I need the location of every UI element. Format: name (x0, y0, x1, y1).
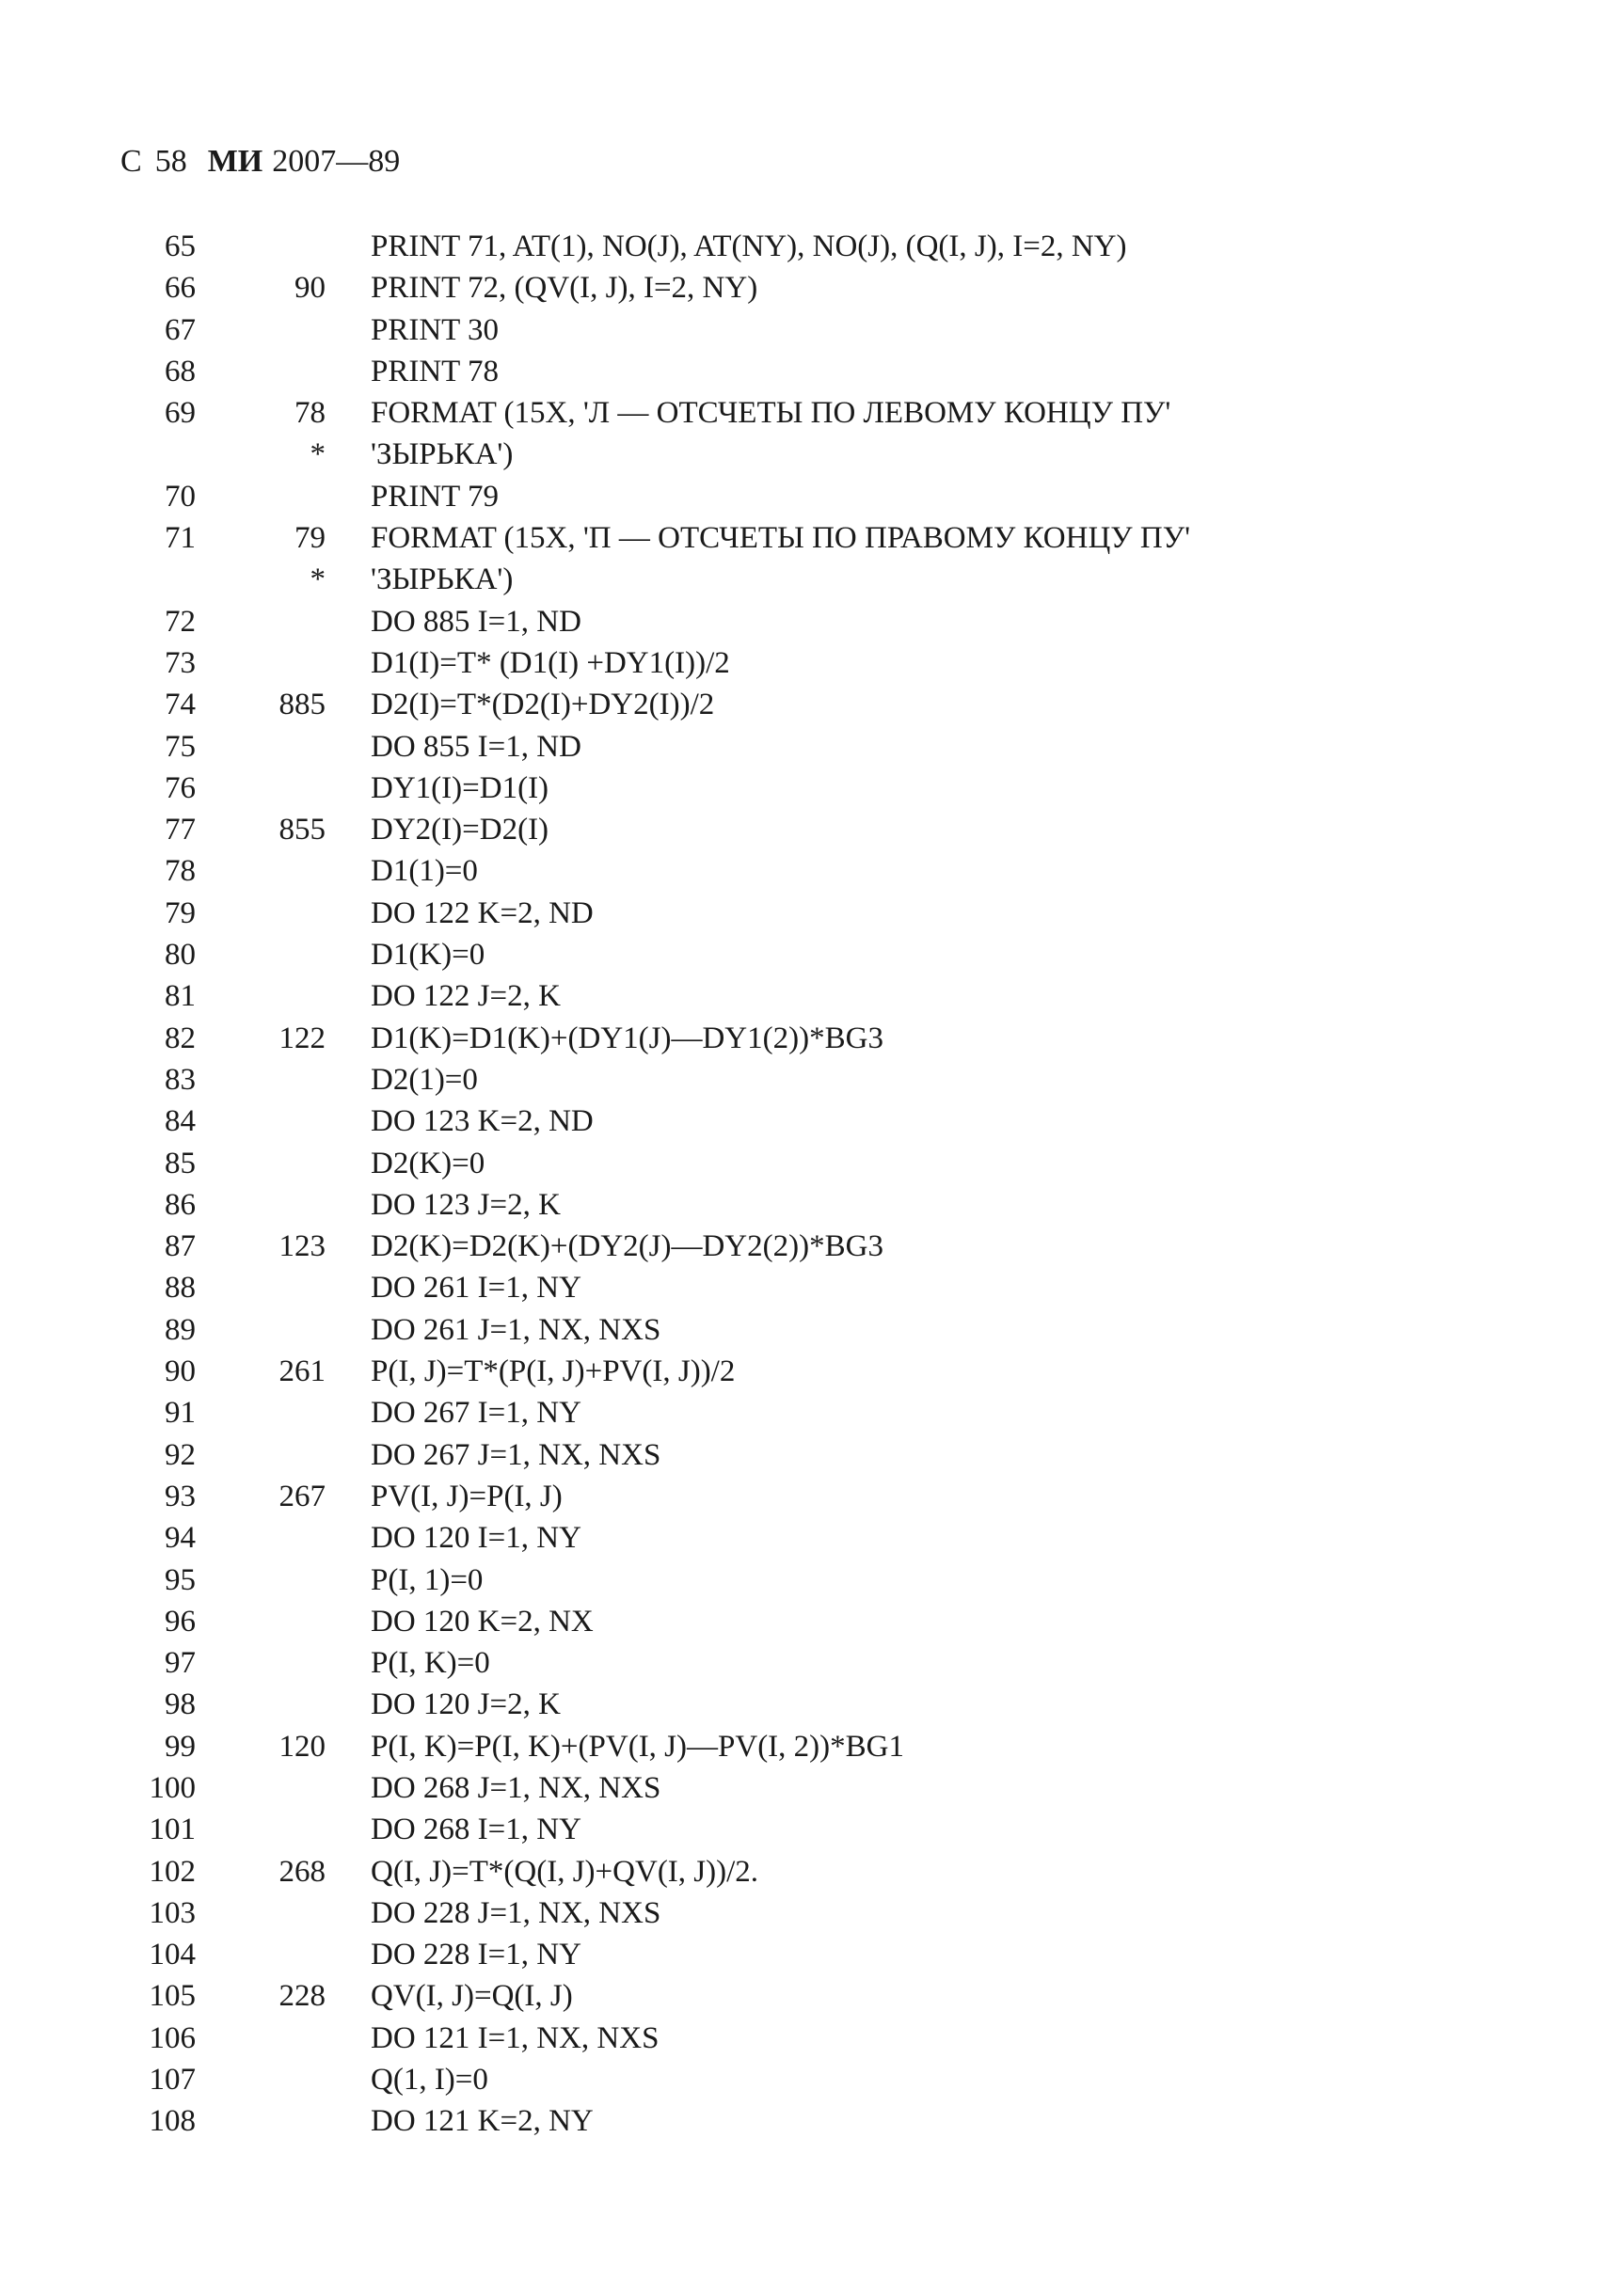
listing-line (0, 1767, 1606, 1809)
code-text: D2(1)=0 (371, 1062, 478, 1097)
listing-line (0, 1684, 1606, 1725)
code-text: P(I, K)=P(I, K)+(PV(I, J)—PV(I, 2))*BG1 (371, 1729, 904, 1764)
listing-line (0, 1851, 1606, 1892)
line-number: 106 (149, 2020, 196, 2055)
listing-line (0, 1601, 1606, 1642)
line-number: 82 (165, 1021, 196, 1055)
listing-line (0, 1476, 1606, 1517)
listing-line (0, 642, 1606, 684)
code-text: Q(I, J)=T*(Q(I, J)+QV(I, J))/2. (371, 1854, 759, 1889)
line-number: 97 (165, 1646, 196, 1681)
code-text: DO 885 I=1, ND (371, 604, 581, 639)
statement-label: 885 (278, 688, 326, 722)
line-number: 104 (149, 1938, 196, 1972)
line-number: 84 (165, 1104, 196, 1139)
line-number: 79 (165, 895, 196, 930)
listing-line (0, 1975, 1606, 2017)
code-text: DY1(I)=D1(I) (371, 770, 549, 805)
listing-line (0, 1517, 1606, 1559)
line-number: 65 (165, 230, 196, 263)
code-text: DO 120 J=2, K (371, 1687, 561, 1722)
document-number: 2007—89 (272, 144, 401, 179)
line-number: 70 (165, 479, 196, 514)
code-text: DO 261 J=1, NX, NXS (371, 1312, 661, 1347)
listing-line (0, 1100, 1606, 1142)
code-text: D2(K)=0 (371, 1146, 485, 1180)
listing-line (0, 601, 1606, 642)
line-number: 91 (165, 1396, 196, 1431)
code-text: PRINT 78 (371, 354, 499, 388)
code-text: P(I, K)=0 (371, 1646, 490, 1681)
code-text: PV(I, J)=P(I, J) (371, 1479, 563, 1513)
listing-line (0, 684, 1606, 725)
statement-label: 79 (294, 521, 326, 556)
statement-label: 267 (278, 1479, 326, 1513)
code-text: DO 123 K=2, ND (371, 1104, 594, 1139)
page-header (120, 143, 400, 181)
code-text: Q(1, I)=0 (371, 2063, 488, 2098)
line-number: 76 (165, 770, 196, 805)
code-text: DO 228 I=1, NY (371, 1938, 581, 1972)
line-number: 83 (165, 1062, 196, 1097)
listing-line (0, 434, 1606, 475)
listing-line (0, 1642, 1606, 1684)
listing-line (0, 1267, 1606, 1308)
listing-line (0, 1809, 1606, 1850)
code-text: DO 268 J=1, NX, NXS (371, 1770, 661, 1805)
statement-label: 123 (278, 1229, 326, 1264)
line-number: 95 (165, 1562, 196, 1597)
code-text: D1(1)=0 (371, 854, 478, 889)
line-number: 108 (149, 2104, 196, 2139)
listing-line (0, 226, 1606, 267)
line-number: 74 (165, 688, 196, 722)
listing-line (0, 1434, 1606, 1476)
listing-line (0, 2018, 1606, 2059)
code-text: D2(K)=D2(K)+(DY2(J)—DY2(2))*BG3 (371, 1229, 883, 1264)
listing-line (0, 309, 1606, 351)
line-number: 77 (165, 813, 196, 847)
line-number: 101 (149, 1813, 196, 1847)
listing-line (0, 2100, 1606, 2142)
listing-line (0, 267, 1606, 309)
code-text: PRINT 79 (371, 479, 499, 514)
code-text: DO 121 I=1, NX, NXS (371, 2020, 660, 2055)
listing-line (0, 975, 1606, 1017)
listing-line (0, 809, 1606, 850)
line-number: 107 (149, 2063, 196, 2098)
statement-label: 855 (278, 813, 326, 847)
listing-line (0, 1892, 1606, 1934)
line-number: 90 (165, 1354, 196, 1389)
statement-label: 90 (294, 271, 326, 306)
listing-line (0, 893, 1606, 934)
code-text: DO 267 I=1, NY (371, 1396, 581, 1431)
line-number: 71 (165, 521, 196, 556)
line-number: 98 (165, 1687, 196, 1722)
series-letter: С (120, 144, 142, 179)
code-text: D1(I)=T* (D1(I) +DY1(I))/2 (371, 645, 730, 680)
listing-line (0, 726, 1606, 768)
code-text: DO 122 J=2, K (371, 979, 561, 1014)
statement-label: 261 (278, 1354, 326, 1389)
statement-label: 122 (278, 1021, 326, 1055)
line-number: 93 (165, 1479, 196, 1513)
statement-label: * (310, 437, 326, 472)
line-number: 73 (165, 645, 196, 680)
code-text: DO 122 K=2, ND (371, 895, 594, 930)
code-text: DO 268 I=1, NY (371, 1813, 581, 1847)
line-number: 66 (165, 271, 196, 306)
page-number: 58 (154, 144, 187, 179)
code-text: DO 261 I=1, NY (371, 1271, 581, 1306)
line-number: 92 (165, 1437, 196, 1472)
code-text: QV(I, J)=Q(I, J) (371, 1979, 573, 2014)
line-number: 96 (165, 1604, 196, 1639)
listing-line (0, 392, 1606, 434)
listing-line (0, 1392, 1606, 1433)
line-number: 99 (165, 1729, 196, 1764)
line-number: 75 (165, 729, 196, 764)
line-number: 86 (165, 1187, 196, 1222)
listing-line (0, 1059, 1606, 1100)
code-text: P(I, 1)=0 (371, 1562, 484, 1597)
line-number: 94 (165, 1521, 196, 1556)
line-number: 89 (165, 1312, 196, 1347)
listing-line (0, 1934, 1606, 1975)
statement-label: * (310, 562, 326, 597)
code-text: 'ЗЫРЬКА') (371, 562, 514, 597)
listing-line (0, 1726, 1606, 1767)
listing-line (0, 934, 1606, 975)
code-text: FORMAT (15X, 'Л — ОТСЧЕТЫ ПО ЛЕВОМУ КОНЦУ ПУ' (371, 396, 1171, 431)
listing-line (0, 850, 1606, 892)
listing-line (0, 1184, 1606, 1226)
line-number: 67 (165, 312, 196, 347)
listing-line (0, 559, 1606, 600)
line-number: 100 (149, 1770, 196, 1805)
listing-line (0, 768, 1606, 809)
code-text: D2(I)=T*(D2(I)+DY2(I))/2 (371, 688, 715, 722)
code-text: PRINT 71, AT(1), NO(J), AT(NY), NO(J), (Q(I, J), I=2, NY) (371, 230, 1127, 263)
program-listing (0, 226, 1606, 2143)
code-text: D1(K)=0 (371, 938, 485, 973)
line-number: 68 (165, 354, 196, 388)
code-text: D1(K)=D1(K)+(DY1(J)—DY1(2))*BG3 (371, 1021, 883, 1055)
listing-line (0, 517, 1606, 559)
listing-line (0, 2059, 1606, 2100)
line-number: 105 (149, 1979, 196, 2014)
statement-label: 78 (294, 396, 326, 431)
line-number: 81 (165, 979, 196, 1014)
code-text: FORMAT (15X, 'П — ОТСЧЕТЫ ПО ПРАВОМУ КОНЦУ ПУ' (371, 521, 1191, 556)
listing-line (0, 351, 1606, 392)
code-text: DY2(I)=D2(I) (371, 813, 549, 847)
listing-line (0, 1351, 1606, 1392)
statement-label: 268 (278, 1854, 326, 1889)
statement-label: 120 (278, 1729, 326, 1764)
code-text: DO 123 J=2, K (371, 1187, 561, 1222)
listing-line (0, 1143, 1606, 1184)
line-number: 103 (149, 1895, 196, 1930)
code-text: P(I, J)=T*(P(I, J)+PV(I, J))/2 (371, 1354, 736, 1389)
code-text: DO 120 K=2, NX (371, 1604, 594, 1639)
line-number: 72 (165, 604, 196, 639)
listing-line (0, 476, 1606, 517)
statement-label: 228 (278, 1979, 326, 2014)
document-code: МИ (207, 144, 263, 179)
code-text: DO 228 J=1, NX, NXS (371, 1895, 661, 1930)
line-number: 87 (165, 1229, 196, 1264)
code-text: DO 267 J=1, NX, NXS (371, 1437, 661, 1472)
code-text: DO 121 K=2, NY (371, 2104, 594, 2139)
listing-line (0, 1226, 1606, 1267)
line-number: 69 (165, 396, 196, 431)
line-number: 80 (165, 938, 196, 973)
line-number: 78 (165, 854, 196, 889)
line-number: 88 (165, 1271, 196, 1306)
line-number: 85 (165, 1146, 196, 1180)
code-text: PRINT 72, (QV(I, J), I=2, NY) (371, 271, 758, 306)
listing-line (0, 1560, 1606, 1601)
code-text: 'ЗЫРЬКА') (371, 437, 514, 472)
line-number: 102 (149, 1854, 196, 1889)
code-text: PRINT 30 (371, 312, 499, 347)
listing-line (0, 1309, 1606, 1351)
listing-line (0, 1018, 1606, 1059)
code-text: DO 120 I=1, NY (371, 1521, 581, 1556)
code-text: DO 855 I=1, ND (371, 729, 581, 764)
